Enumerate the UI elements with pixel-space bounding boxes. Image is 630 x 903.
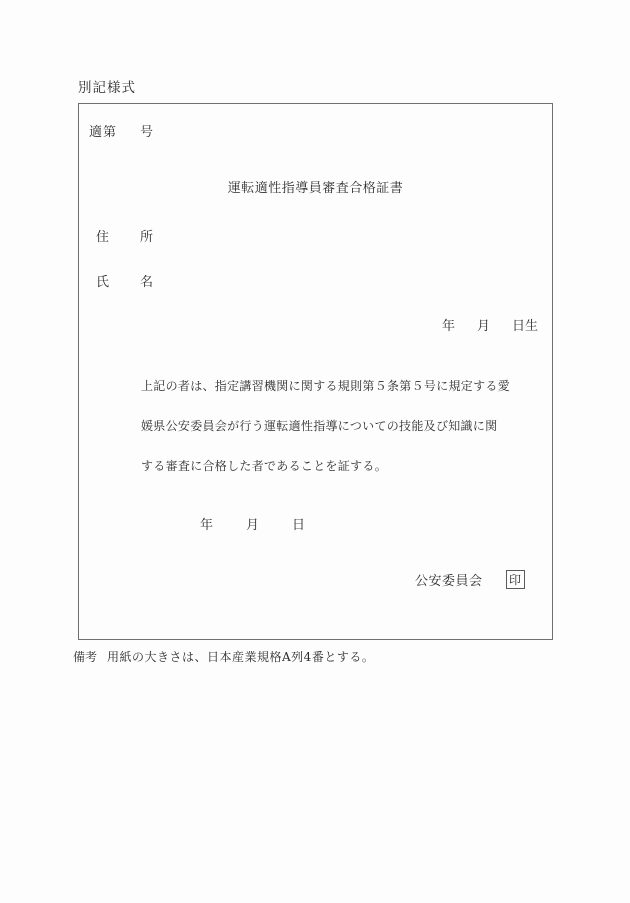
remarks-text: 用紙の大きさは、日本産業規格A列4番とする。 bbox=[107, 650, 375, 664]
certificate-number-suffix: 号 bbox=[140, 125, 155, 140]
issue-date-line bbox=[200, 514, 305, 533]
certificate-box bbox=[78, 103, 553, 640]
birthdate-month-label: 月 bbox=[477, 319, 491, 334]
issue-date-year-label: 年 bbox=[200, 518, 214, 533]
certificate-body-line-2: 媛県公安委員会が行う運転適性指導についての技能及び知識に関 bbox=[141, 419, 498, 433]
birthdate-line bbox=[442, 315, 538, 334]
seal-mark: 印 bbox=[506, 570, 525, 589]
issuer-label: 公安委員会 bbox=[415, 574, 483, 589]
issue-date-day-label: 日 bbox=[292, 518, 306, 533]
certificate-number-prefix: 適第 bbox=[89, 125, 118, 140]
remarks-line bbox=[73, 648, 374, 665]
name-label: 氏 名 bbox=[96, 275, 163, 290]
certificate-body-line-3: する審査に合格した者であることを証する。 bbox=[141, 459, 388, 473]
certificate-body bbox=[141, 366, 510, 486]
form-style-label: 別記様式 bbox=[78, 80, 136, 96]
birthdate-year-label: 年 bbox=[442, 319, 456, 334]
remarks-label: 備考 bbox=[73, 650, 98, 664]
certificate-body-line-1: 上記の者は、指定講習機関に関する規則第５条第５号に規定する愛 bbox=[141, 379, 511, 393]
issue-date-month-label: 月 bbox=[246, 518, 260, 533]
certificate-title: 運転適性指導員審査合格証書 bbox=[227, 181, 404, 196]
birthdate-day-label: 日生 bbox=[512, 319, 539, 334]
issuer-line bbox=[415, 570, 525, 589]
address-label: 住 所 bbox=[96, 230, 163, 245]
certificate-number-line bbox=[89, 121, 154, 140]
